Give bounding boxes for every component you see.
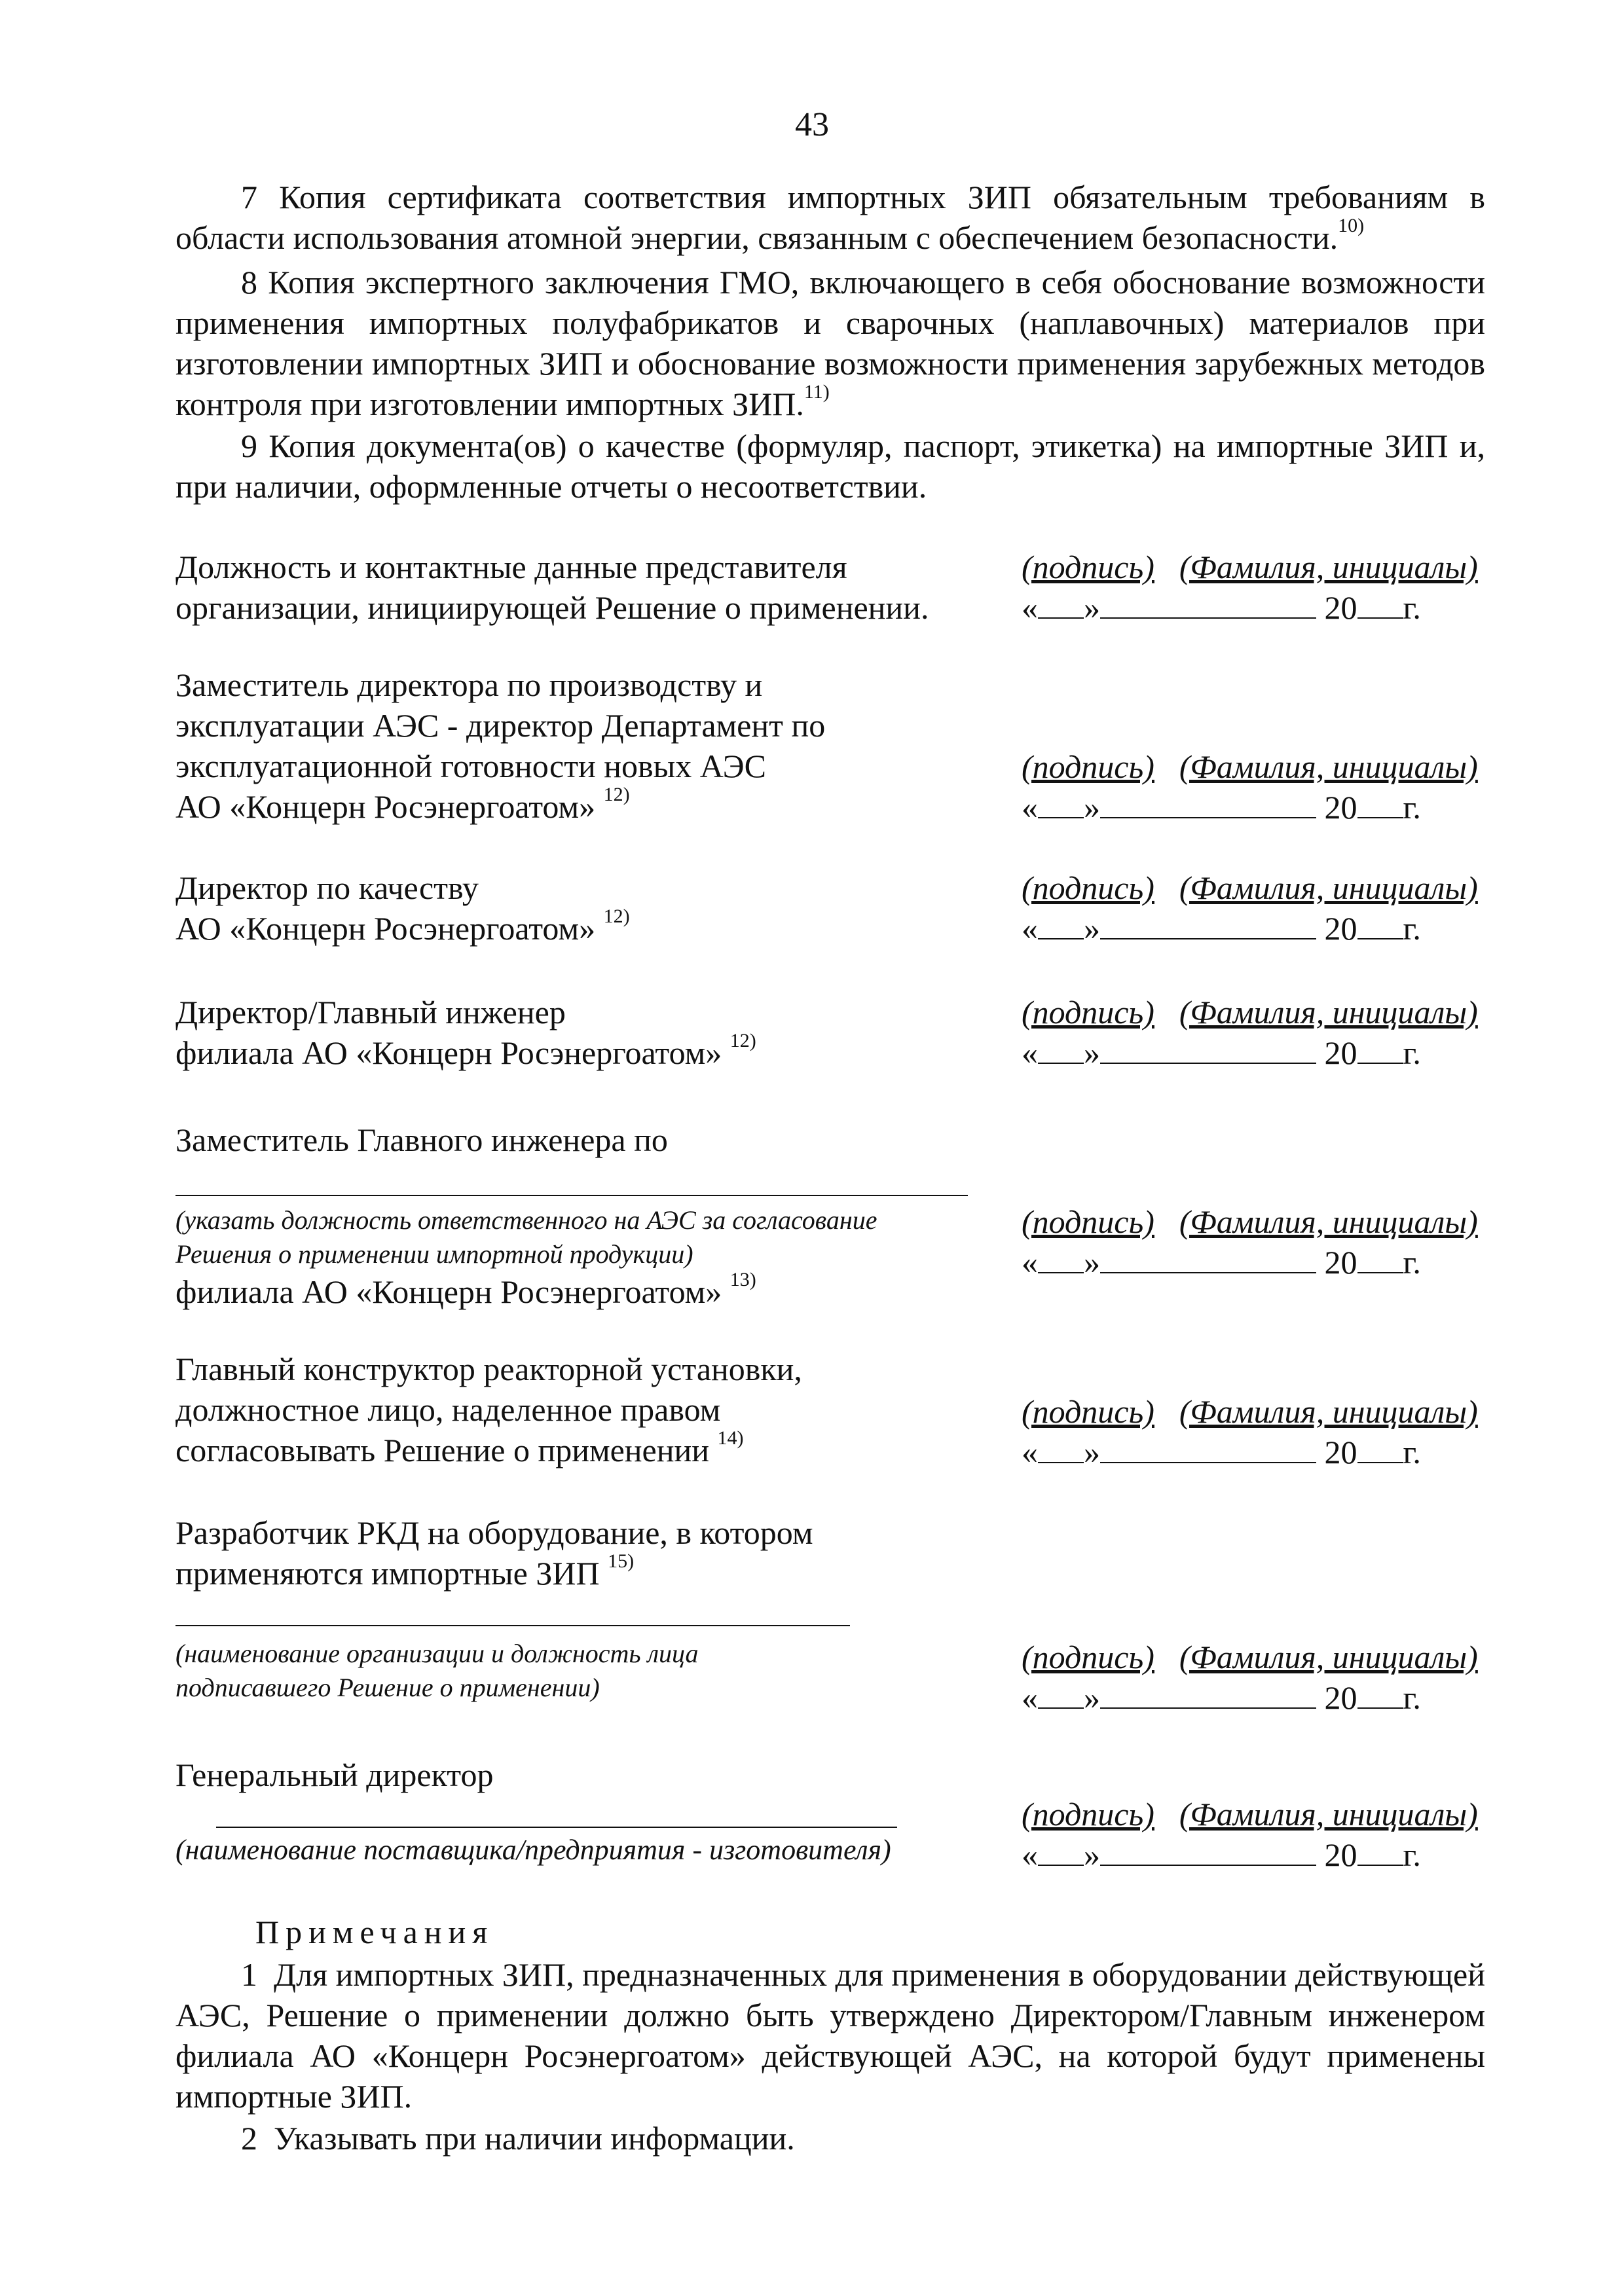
hint-text: подписавшего Решение о применении) [175, 1673, 600, 1702]
signatory-title: Должность и контактные данные представителя [175, 549, 847, 585]
hint-text: (наименование организации и должность лица [175, 1639, 699, 1668]
signatory-title: Генеральный директор [175, 1757, 494, 1793]
signatory-title: эксплуатационной готовности новых АЭС [175, 748, 766, 784]
name-label: (Фамилия, инициалы) [1179, 1639, 1478, 1675]
sign-label: (подпись) [1022, 869, 1154, 906]
sign-label: (подпись) [1022, 1639, 1154, 1675]
footnote-ref: 15) [608, 1550, 635, 1573]
date-field[interactable]: « » 20 г. [1022, 1836, 1421, 1873]
item-7 [175, 177, 1485, 258]
name-label: (Фамилия, инициалы) [1179, 1796, 1478, 1832]
sign-label: (подпись) [1022, 994, 1154, 1030]
footnote-ref: 12) [603, 905, 630, 928]
footnote-ref: 12) [729, 1030, 756, 1052]
signatory-title: АО «Концерн Росэнергоатом» [175, 910, 596, 947]
signatory-title: Разработчик РКД на оборудование, в котором [175, 1514, 813, 1551]
signatory-7-hint [175, 1637, 699, 1705]
date-field[interactable]: « » 20 г. [1022, 1034, 1421, 1071]
signatory-title: Главный конструктор реакторной установки, [175, 1351, 802, 1387]
signatory-8-hint [175, 1833, 891, 1867]
footnote-ref: 10) [1338, 215, 1365, 237]
footnote-ref: 14) [717, 1427, 744, 1449]
date-field[interactable]: « » 20 г. [1022, 789, 1421, 826]
signatory-title: Директор по качеству [175, 869, 479, 906]
item-text: Копия сертификата соответствия импортных ЗИП обязательным требованиям в области использования атомной энергии, связанным с обеспечением безопасности. [175, 179, 1485, 256]
footnote-ref: 11) [803, 381, 830, 403]
date-field[interactable]: « » 20 г. [1022, 910, 1421, 947]
name-label: (Фамилия, инициалы) [1179, 1203, 1478, 1240]
item-9 [175, 426, 1485, 507]
item-8 [175, 262, 1485, 424]
sign-label: (подпись) [1022, 549, 1154, 585]
signatory-title: должностное лицо, наделенное правом [175, 1391, 721, 1428]
page-number: 43 [795, 106, 829, 143]
footnote-ref: 13) [729, 1269, 756, 1291]
signatory-4 [175, 992, 756, 1073]
signature-field-8 [1022, 1794, 1506, 1875]
signatory-7 [175, 1512, 813, 1594]
name-label: (Фамилия, инициалы) [1179, 869, 1478, 906]
name-label: (Фамилия, инициалы) [1179, 549, 1478, 585]
item-number: 7 [241, 179, 257, 215]
note-2 [175, 2118, 1485, 2159]
note-text: Для импортных ЗИП, предназначенных для применения в оборудовании действующей АЭС, Решение о применении должно быть утверждено Директором/Главным инженером филиала АО «Концерн Росэнергоатом» действующей АЭС, на которой будут применены импортные ЗИП. [175, 1956, 1486, 2115]
signatory-title: Заместитель директора по производству и [175, 666, 763, 703]
date-field[interactable]: « » 20 г. [1022, 1679, 1421, 1716]
sign-label: (подпись) [1022, 748, 1154, 785]
name-label: (Фамилия, инициалы) [1179, 994, 1478, 1030]
signatory-title: филиала АО «Концерн Росэнергоатом» [175, 1034, 722, 1071]
signatory-8 [175, 1755, 493, 1795]
note-1 [175, 1954, 1485, 2117]
sign-label: (подпись) [1022, 1203, 1154, 1240]
signatory-title: филиала АО «Концерн Росэнергоатом» [175, 1273, 722, 1310]
signatory-3 [175, 867, 630, 949]
signatory-title: Заместитель Главного инженера по [175, 1121, 668, 1158]
date-field[interactable]: « » 20 г. [1022, 1244, 1421, 1281]
footnote-ref: 12) [603, 784, 630, 806]
date-field[interactable]: « » 20 г. [1022, 589, 1421, 626]
name-label: (Фамилия, инициалы) [1179, 1393, 1478, 1430]
signatory-title: организации, инициирующей Решение о применении. [175, 589, 929, 626]
hint-text: Решения о применении импортной продукции) [175, 1239, 693, 1269]
notes-title: Примечания [255, 1914, 494, 1950]
supplier-fill-line[interactable] [216, 1827, 897, 1828]
signatory-6 [175, 1349, 802, 1470]
sign-label: (подпись) [1022, 1393, 1154, 1430]
signatory-5 [175, 1120, 668, 1160]
signature-field-5 [1022, 1201, 1506, 1283]
item-number: 9 [241, 428, 257, 464]
item-number: 8 [241, 264, 257, 301]
item-text: Копия документа(ов) о качестве (формуляр, паспорт, этикетка) на импортные ЗИП и, при наличии, оформленные отчеты о несоответствии. [175, 428, 1486, 505]
organization-fill-line[interactable] [175, 1625, 850, 1626]
signatory-title: применяются импортные ЗИП [175, 1555, 600, 1592]
signatory-title: эксплуатации АЭС - директор Департамент по [175, 707, 826, 744]
note-number: 1 [241, 1956, 257, 1993]
signatory-title: АО «Концерн Росэнергоатом» [175, 788, 596, 825]
signatory-2 [175, 665, 825, 827]
signature-field-2 [1022, 746, 1506, 828]
note-text: Указывать при наличии информации. [274, 2120, 795, 2157]
name-label: (Фамилия, инициалы) [1179, 748, 1478, 785]
position-fill-line[interactable] [175, 1195, 968, 1196]
signatory-5-hint [175, 1203, 877, 1312]
signatory-title: Директор/Главный инженер [175, 994, 566, 1030]
note-number: 2 [241, 2120, 257, 2157]
signatory-title: согласовывать Решение о применении [175, 1432, 710, 1468]
signature-field-4 [1022, 992, 1506, 1073]
hint-text: (указать должность ответственного на АЭС за согласование [175, 1205, 877, 1235]
signatory-1 [175, 547, 929, 628]
signature-field-7 [1022, 1637, 1506, 1718]
sign-label: (подпись) [1022, 1796, 1154, 1832]
item-text: Копия экспертного заключения ГМО, включающего в себя обоснование возможности применения импортных полуфабрикатов и сварочных (наплавочных) материалов при изготовлении импортных ЗИП и обоснование возможности применения зарубежных методов контроля при изготовлении импортных ЗИП. [175, 264, 1485, 422]
signature-field-1 [1022, 547, 1506, 628]
signature-field-6 [1022, 1391, 1506, 1472]
signature-field-3 [1022, 867, 1506, 949]
hint-text: (наименование поставщика/предприятия - изготовителя) [175, 1834, 891, 1866]
date-field[interactable]: « » 20 г. [1022, 1434, 1421, 1470]
